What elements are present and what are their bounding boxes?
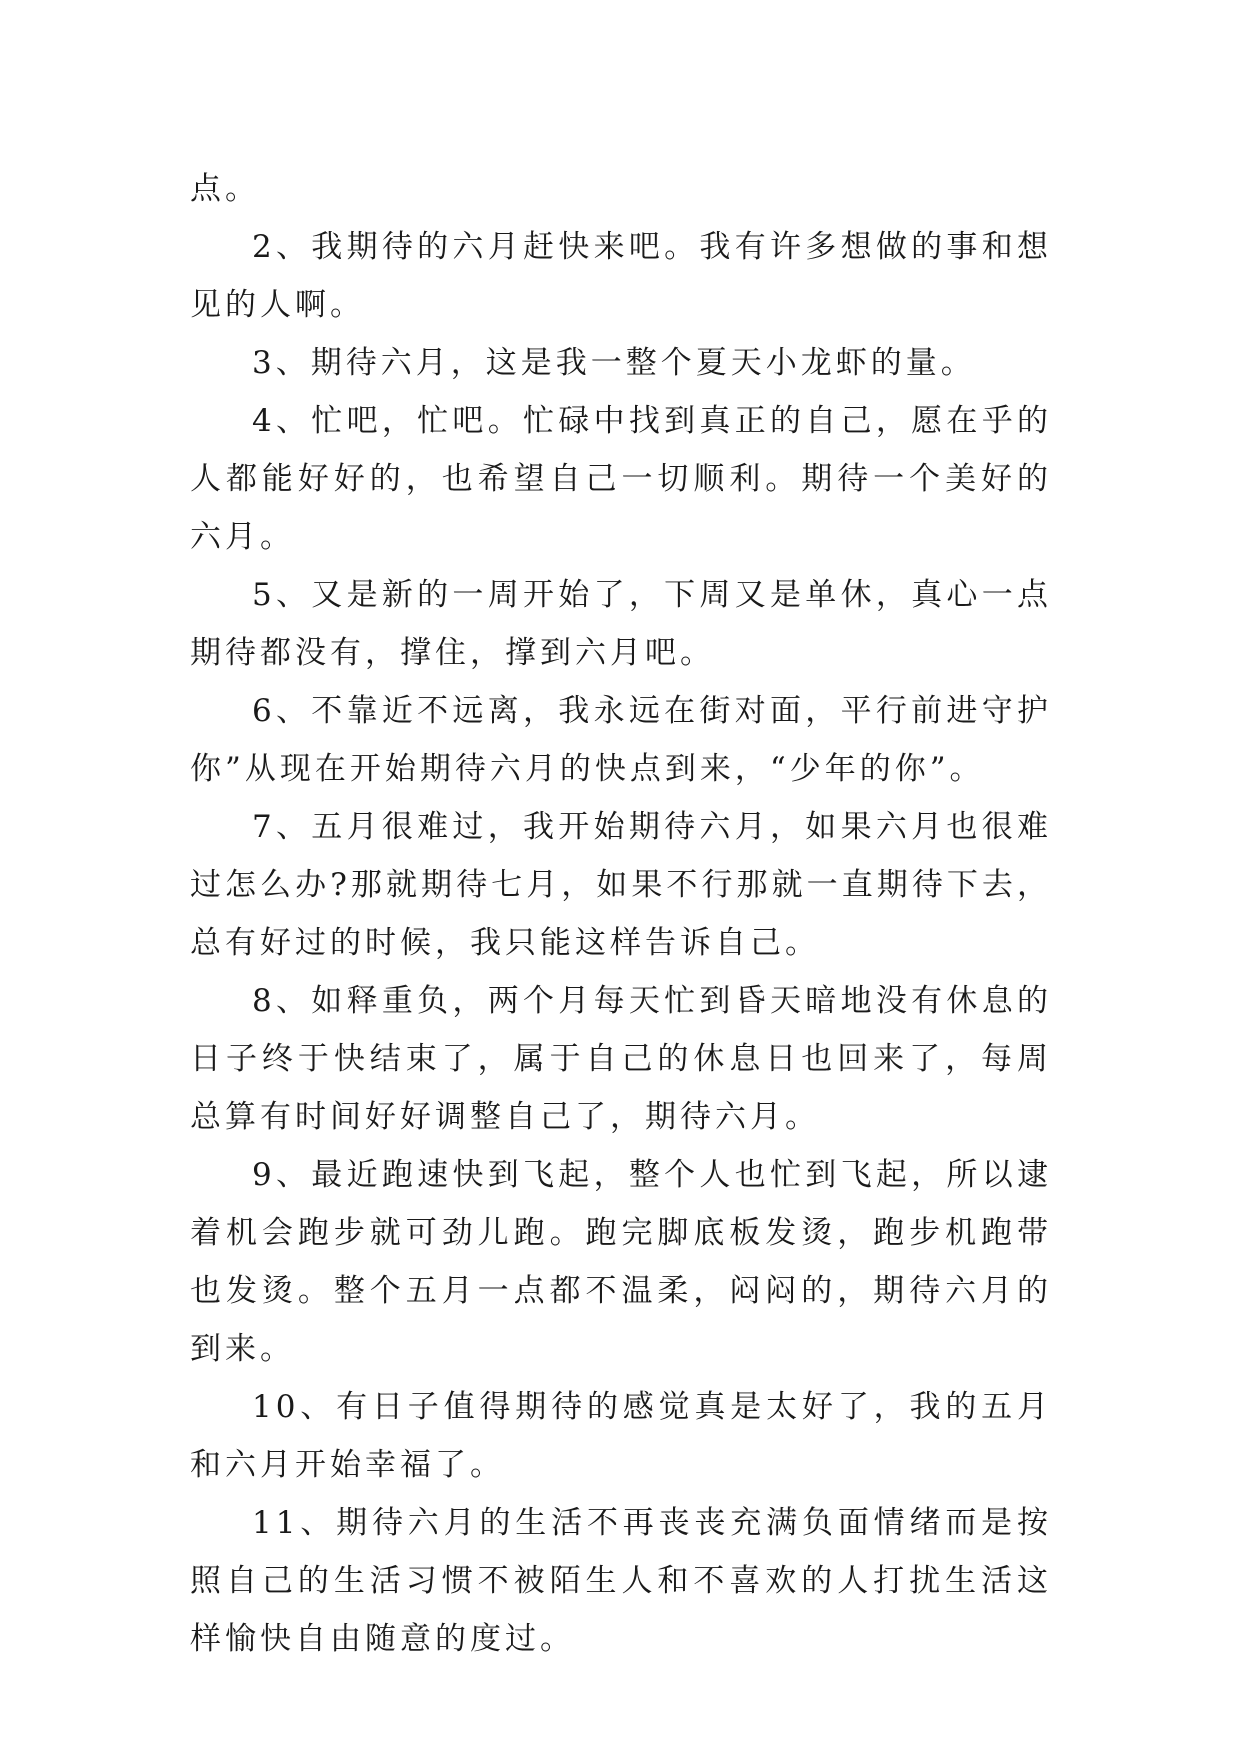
paragraph: 10、有日子值得期待的感觉真是太好了，我的五月和六月开始幸福了。 (190, 1389, 1052, 1483)
paragraph: 点。 (190, 171, 260, 207)
paragraph: 5、又是新的一周开始了，下周又是单休，真心一点期待都没有，撑住，撑到六月吧。 (190, 577, 1052, 671)
paragraph: 4、忙吧，忙吧。忙碌中找到真正的自己，愿在乎的人都能好好的，也希望自己一切顺利。期待一个美好的六月。 (190, 403, 1052, 555)
paragraph: 11、期待六月的生活不再丧丧充满负面情绪而是按照自己的生活习惯不被陌生人和不喜欢的人打扰生活这样愉快自由随意的度过。 (190, 1505, 1052, 1657)
document-body (190, 160, 1052, 1668)
paragraph: 6、不靠近不远离，我永远在街对面，平行前进守护你”从现在开始期待六月的快点到来，“少年的你”。 (190, 693, 1052, 787)
paragraph: 9、最近跑速快到飞起，整个人也忙到飞起，所以逮着机会跑步就可劲儿跑。跑完脚底板发烫，跑步机跑带也发烫。整个五月一点都不温柔，闷闷的，期待六月的到来。 (190, 1157, 1052, 1367)
paragraph: 8、如释重负，两个月每天忙到昏天暗地没有休息的日子终于快结束了，属于自己的休息日也回来了，每周总算有时间好好调整自己了，期待六月。 (190, 983, 1052, 1135)
paragraph: 3、期待六月，这是我一整个夏天小龙虾的量。 (252, 345, 976, 381)
paragraph: 7、五月很难过，我开始期待六月，如果六月也很难过怎么办?那就期待七月，如果不行那就一直期待下去，总有好过的时候，我只能这样告诉自己。 (190, 809, 1052, 961)
paragraph: 2、我期待的六月赶快来吧。我有许多想做的事和想见的人啊。 (190, 229, 1052, 323)
